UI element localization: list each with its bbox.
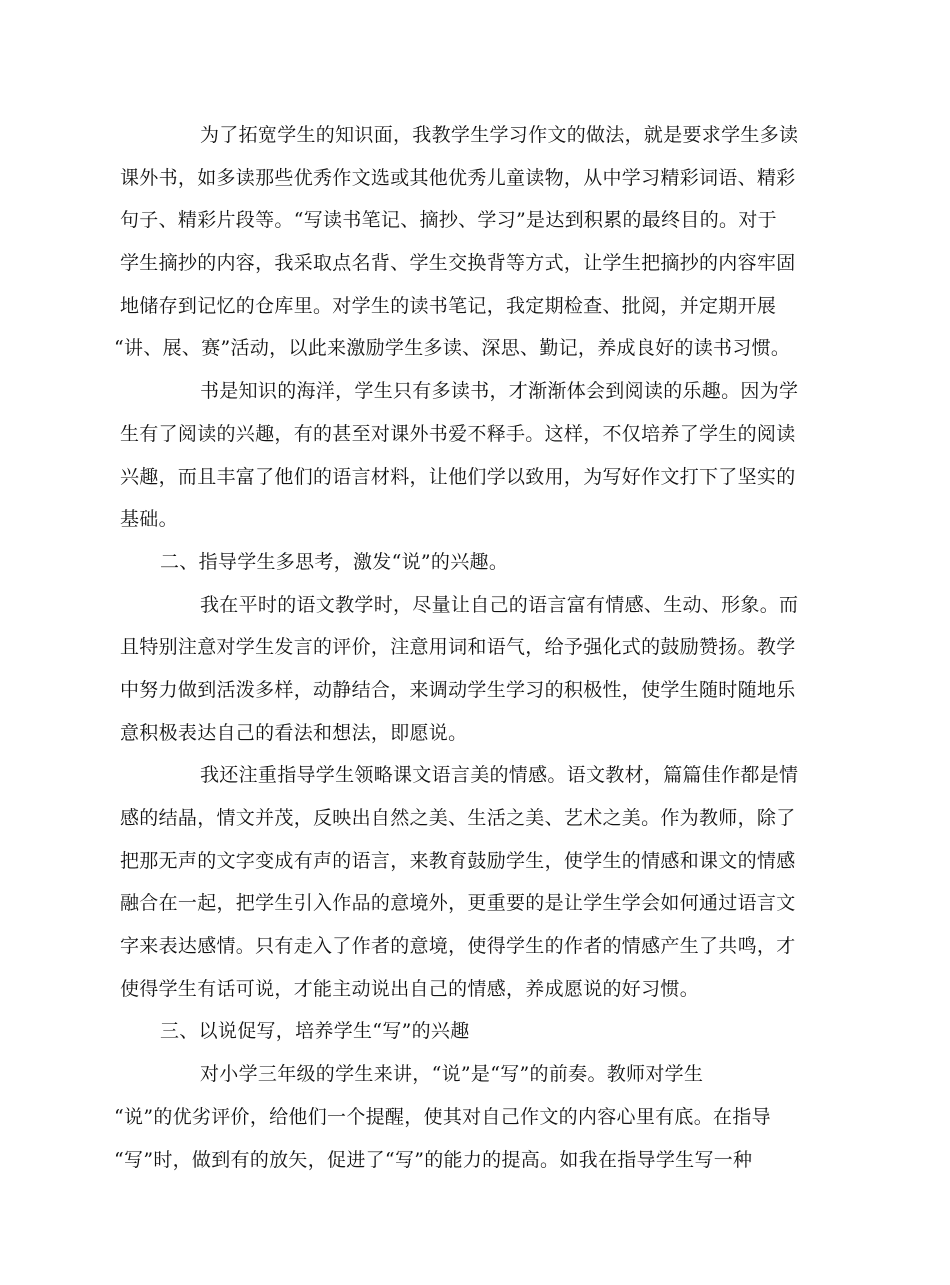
paragraph-4-line-3: 把那无声的文字变成有声的语言，来教育鼓励学生，使学生的情感和课文的情感 xyxy=(120,849,796,872)
paragraph-1-line-2: 课外书，如多读那些优秀作文选或其他优秀儿童读物，从中学习精彩词语、精彩 xyxy=(120,166,796,189)
paragraph-5-line-1: 对小学三年级的学生来讲，“说”是“写”的前奏。教师对学生 xyxy=(200,1063,704,1086)
document-body xyxy=(114,114,820,1181)
paragraph-2-line-4: 基础。 xyxy=(120,508,178,531)
paragraph-1-line-5: 地储存到记忆的仓库里。对学生的读书笔记，我定期检查、批阅，并定期开展 xyxy=(120,294,777,317)
paragraph-2-line-3: 兴趣，而且丰富了他们的语言材料，让他们学以致用，为写好作文打下了坚实的 xyxy=(120,465,796,488)
paragraph-3-line-4: 意积极表达自己的看法和想法，即愿说。 xyxy=(120,721,468,744)
paragraph-1-line-6: “讲、展、赛”活动，以此来激励学生多读、深思、勤记，养成良好的读书习惯。 xyxy=(114,337,791,360)
paragraph-2-line-2: 生有了阅读的兴趣，有的甚至对课外书爱不释手。这样，不仅培养了学生的阅读 xyxy=(120,422,796,445)
paragraph-4-line-5: 字来表达感情。只有走入了作者的意境，使得学生的作者的情感产生了共鸣，才 xyxy=(120,935,796,958)
paragraph-1-line-3: 句子、精彩片段等。“写读书笔记、摘抄、学习”是达到积累的最终目的。对于 xyxy=(120,209,777,232)
section-heading-3: 三、以说促写，培养学生“写”的兴趣 xyxy=(160,1020,470,1043)
paragraph-1-line-1: 为了拓宽学生的知识面，我教学生学习作文的做法，就是要求学生多读 xyxy=(200,124,799,146)
paragraph-4-line-4: 融合在一起，把学生引入作品的意境外，更重要的是让学生学会如何通过语言文 xyxy=(120,892,796,915)
paragraph-3-line-1: 我在平时的语文教学时，尽量让自己的语言富有情感、生动、形象。而 xyxy=(200,593,799,616)
paragraph-3-line-3: 中努力做到活泼多样，动静结合，来调动学生学习的积极性，使学生随时随地乐 xyxy=(120,678,796,701)
paragraph-3-line-2: 且特别注意对学生发言的评价，注意用词和语气，给予强化式的鼓励赞扬。教学 xyxy=(120,636,796,659)
paragraph-2-line-1: 书是知识的海洋，学生只有多读书，才渐渐体会到阅读的乐趣。因为学 xyxy=(200,380,799,403)
paragraph-5-line-2: “说”的优劣评价，给他们一个提醒，使其对自己作文的内容心里有底。在指导 xyxy=(114,1105,771,1128)
section-heading-2: 二、指导学生多思考，激发“说”的兴趣。 xyxy=(160,550,509,573)
paragraph-4-line-2: 感的结晶，情文并茂，反映出自然之美、生活之美、艺术之美。作为教师，除了 xyxy=(120,807,796,829)
paragraph-5-line-3: “写”时，做到有的放矢，促进了“写”的能力的提高。如我在指导学生写一种 xyxy=(114,1148,753,1171)
paragraph-4-line-6: 使得学生有话可说，才能主动说出自己的情感，养成愿说的好习惯。 xyxy=(120,977,700,1000)
paragraph-1-line-4: 学生摘抄的内容，我采取点名背、学生交换背等方式，让学生把摘抄的内容牢固 xyxy=(120,252,796,275)
paragraph-4-line-1: 我还注重指导学生领略课文语言美的情感。语文教材，篇篇佳作都是情 xyxy=(200,764,799,787)
